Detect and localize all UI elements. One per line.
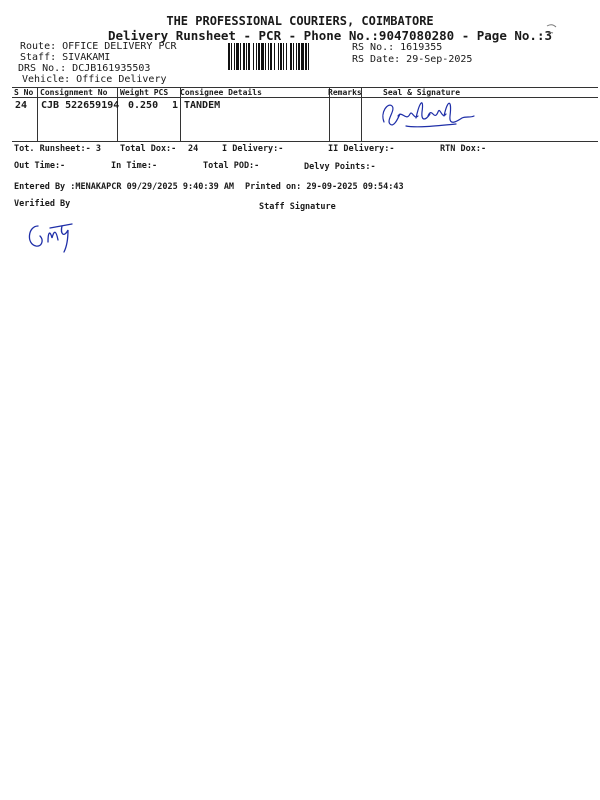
header-weight-pcs: Weight PCS xyxy=(120,88,169,97)
entered-by: Entered By :MENAKAPCR 09/29/2025 9:40:39 AM xyxy=(14,182,235,192)
barcode-bar xyxy=(274,43,275,70)
delvy-points: Delvy Points:- xyxy=(304,162,376,172)
row-consignee: TANDEM xyxy=(184,100,221,111)
total-dox-value: 24 xyxy=(188,144,199,154)
col-divider xyxy=(117,87,118,141)
rs-number: RS No.: 1619355 xyxy=(352,42,443,53)
table-bottom-rule xyxy=(12,141,598,142)
barcode-bar xyxy=(234,43,235,70)
barcode-bar xyxy=(261,43,264,70)
staff-signature-label: Staff Signature xyxy=(259,202,336,212)
barcode-bar xyxy=(296,43,297,70)
header-consignee: Consignee Details xyxy=(180,88,262,97)
barcode-bar xyxy=(265,43,266,70)
barcode-bar xyxy=(278,43,279,70)
col-divider xyxy=(37,87,38,141)
route-text: Route: OFFICE DELIVERY PCR xyxy=(20,41,177,52)
total-dox-label: Total Dox:- xyxy=(120,144,177,154)
rs-date: RS Date: 29-Sep-2025 xyxy=(352,54,473,65)
barcode-bar xyxy=(258,43,260,70)
barcode-bar xyxy=(286,43,287,70)
drs-number: DRS No.: DCJB161935503 xyxy=(18,63,151,74)
barcode-bar xyxy=(253,43,254,70)
row-weight: 0.250 xyxy=(128,100,159,111)
header-seal: Seal & Signature xyxy=(383,88,461,97)
header-sno: S No xyxy=(14,88,34,97)
barcode-bar xyxy=(298,43,300,70)
in-time: In Time:- xyxy=(111,161,158,171)
printed-on: Printed on: 29-09-2025 09:54:43 xyxy=(245,182,404,192)
row-pcs: 1 xyxy=(172,100,179,111)
company-title: THE PROFESSIONAL COURIERS, COIMBATORE xyxy=(166,14,434,28)
barcode-bar xyxy=(290,43,292,70)
ii-delivery: II Delivery:- xyxy=(328,144,395,154)
header-consignment: Consignment No xyxy=(40,88,108,97)
barcode-bar xyxy=(268,43,269,70)
receiver-signature xyxy=(376,92,480,136)
barcode-bar xyxy=(308,43,309,70)
barcode-bar xyxy=(228,43,230,70)
table-header-rule xyxy=(12,97,598,98)
verified-by: Verified By xyxy=(14,199,71,209)
verifier-signature xyxy=(24,218,80,254)
barcode-bar xyxy=(283,43,284,70)
barcode-bar xyxy=(256,43,257,70)
barcode-bar xyxy=(240,43,241,70)
vehicle-text: Vehicle: Office Delivery xyxy=(22,74,167,85)
header-remarks: Remarks xyxy=(328,88,362,97)
runsheet-subtitle: Delivery Runsheet - PCR - Phone No.:9047080280 - Page No.:3 xyxy=(108,28,553,43)
tot-runsheet: Tot. Runsheet:- 3 xyxy=(14,144,101,154)
barcode-bar xyxy=(231,43,232,70)
barcode-bar xyxy=(270,43,272,70)
staff-text: Staff: SIVAKAMI xyxy=(20,52,111,63)
barcode-bar xyxy=(280,43,282,70)
barcode-bar xyxy=(248,43,250,70)
barcode-bar xyxy=(236,43,239,70)
row-consignment: CJB 522659194 xyxy=(41,100,120,111)
total-pod: Total POD:- xyxy=(203,161,260,171)
i-delivery: I Delivery:- xyxy=(222,144,284,154)
barcode-bar xyxy=(305,43,307,70)
barcode-bar xyxy=(301,43,304,70)
out-time: Out Time:- xyxy=(14,161,66,171)
barcode-bar xyxy=(293,43,294,70)
barcode-bar xyxy=(243,43,245,70)
barcode-bar xyxy=(246,43,247,70)
row-sno: 24 xyxy=(15,100,28,111)
barcode xyxy=(228,43,348,70)
rtn-dox: RTN Dox:- xyxy=(440,144,487,154)
corner-mark-icon xyxy=(544,20,568,40)
